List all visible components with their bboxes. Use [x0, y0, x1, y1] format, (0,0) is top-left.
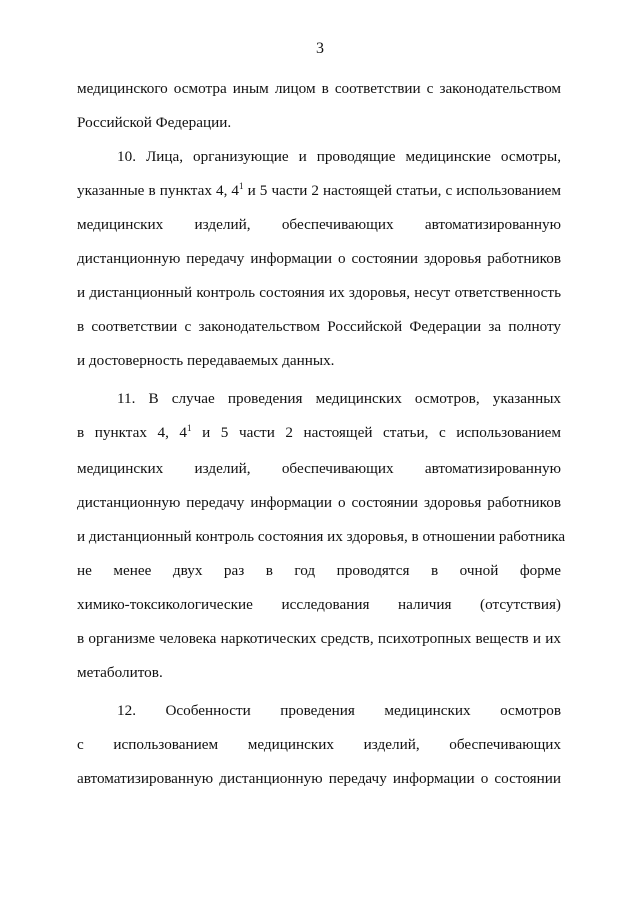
text-line: дистанционную передачу информации о состоянии здоровья работников: [77, 250, 561, 267]
text-line: медицинских изделий, обеспечивающих автоматизированную: [77, 216, 561, 233]
text-line: в соответствии с законодательством Российской Федерации за полноту: [77, 318, 561, 335]
paragraph-10-first-line: 10. Лица, организующие и проводящие медицинские осмотры,: [117, 148, 561, 165]
page-number: 3: [316, 40, 324, 57]
text-line: и дистанционный контроль состояния их здоровья, в отношении работника: [77, 528, 566, 545]
text-line: метаболитов.: [77, 664, 163, 681]
text-line: и дистанционный контроль состояния их здоровья, несут ответственность: [77, 284, 561, 301]
text-line: указанные в пунктах 4, $4^1$ и 5 части 2 настоящей статьи, с использованием: [77, 181, 561, 199]
text-line: автоматизированную дистанционную передачу информации о состоянии: [77, 770, 561, 787]
superscript: 1: [187, 423, 192, 433]
text-line: с использованием медицинских изделий, обеспечивающих: [77, 736, 561, 753]
text-line: в организме человека наркотических средств, психотропных веществ и их: [77, 630, 561, 647]
text-line: медицинских изделий, обеспечивающих автоматизированную: [77, 460, 561, 477]
superscript: 1: [239, 181, 244, 191]
text-line: Российской Федерации.: [77, 114, 232, 131]
text-line: и достоверность передаваемых данных.: [77, 352, 335, 369]
text-line: медицинского осмотра иным лицом в соответствии с законодательством: [77, 80, 561, 97]
paragraph-11-first-line: 11. В случае проведения медицинских осмотров, указанных: [117, 390, 561, 407]
text-line: не менее двух раз в год проводятся в очной форме: [77, 562, 561, 579]
paragraph-12-first-line: 12. Особенности проведения медицинских осмотров: [117, 702, 561, 719]
text-line: в пунктах 4, $4^1$ и 5 части 2 настоящей статьи, с использованием: [77, 423, 561, 441]
text-line: дистанционную передачу информации о состоянии здоровья работников: [77, 494, 561, 511]
text-line: химико-токсикологические исследования наличия (отсутствия): [77, 596, 561, 613]
